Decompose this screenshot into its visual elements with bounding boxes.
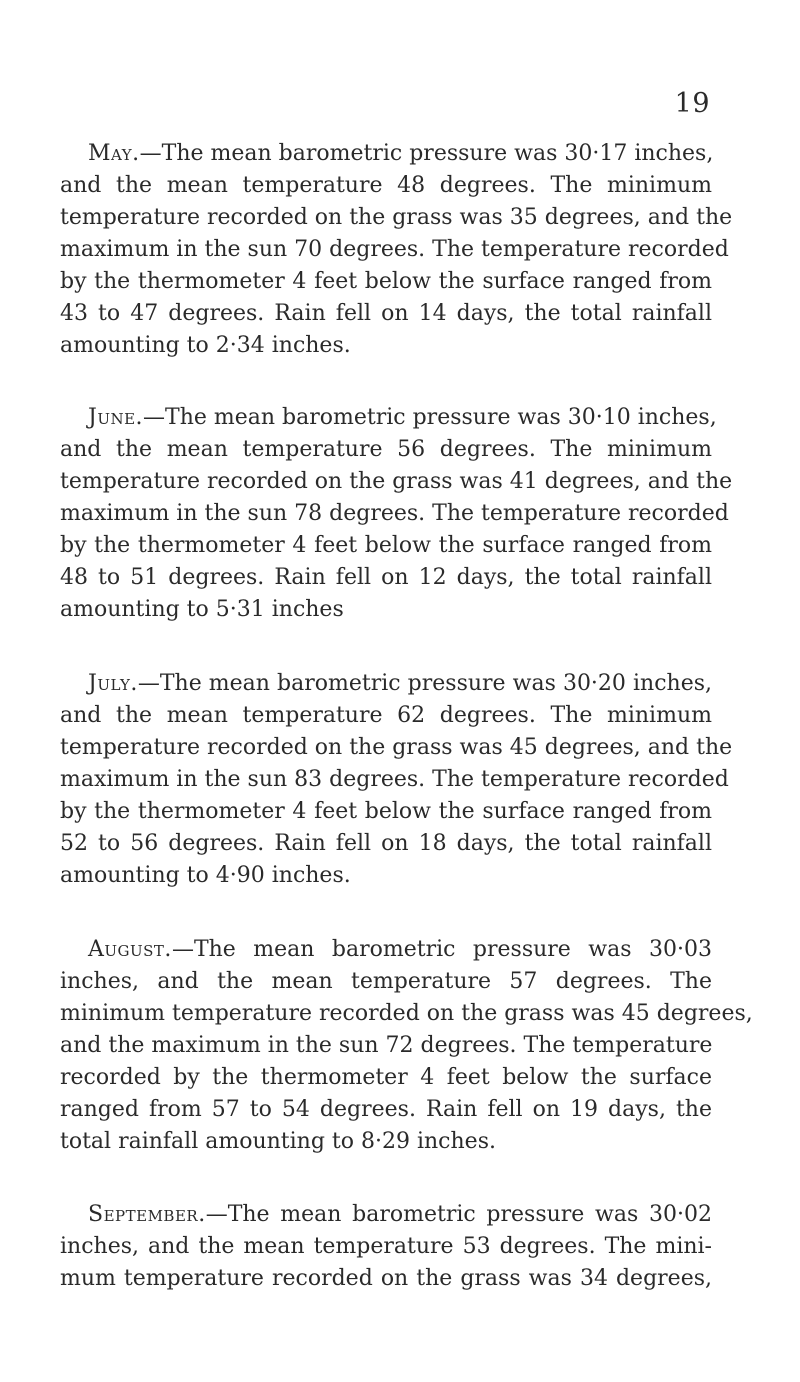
entry-text: —The mean barometric pressure was 30·17 inches, xyxy=(139,141,714,166)
entry-line: total rainfall amounting to 8·29 inches. xyxy=(60,1129,496,1154)
entry-text: —The mean barometric pressure was 30·10 inches, xyxy=(143,405,717,430)
entry-line xyxy=(60,1199,712,1231)
entry-line: temperature recorded on the grass was 35 degrees, and the xyxy=(60,205,733,230)
entry-line: amounting to 2·34 inches. xyxy=(60,333,351,358)
entry-line: maximum in the sun 78 degrees. The temperature recorded xyxy=(60,501,729,526)
entry-text: —The mean barometric pressure was 30·03 xyxy=(171,937,712,962)
month-heading: May. xyxy=(88,141,140,166)
entry-line: maximum in the sun 70 degrees. The temperature recorded xyxy=(60,237,729,262)
entry-line: minimum temperature recorded on the grass was 45 degrees, xyxy=(60,1001,753,1026)
entry-line: inches, and the mean temperature 57 degrees. The xyxy=(60,969,712,994)
entry-september xyxy=(60,1199,712,1295)
entry-line: amounting to 5·31 inches xyxy=(60,597,344,622)
entry-may xyxy=(60,138,733,362)
entry-august xyxy=(60,934,753,1158)
entry-line: recorded by the thermometer 4 feet below the surface xyxy=(60,1065,712,1090)
entry-line: temperature recorded on the grass was 45 degrees, and the xyxy=(60,735,733,760)
entry-line: maximum in the sun 83 degrees. The temperature recorded xyxy=(60,767,729,792)
entry-line: 52 to 56 degrees. Rain fell on 18 days, the total rainfall xyxy=(60,831,712,856)
entry-line: amounting to 4·90 inches. xyxy=(60,863,351,888)
entry-line: and the mean temperature 48 degrees. The minimum xyxy=(60,173,712,198)
entry-text: —The mean barometric pressure was 30·20 inches, xyxy=(137,671,712,696)
entry-line xyxy=(60,402,717,434)
month-heading: August. xyxy=(88,937,172,962)
entry-line: 43 to 47 degrees. Rain fell on 14 days, the total rainfall xyxy=(60,301,712,326)
entry-july xyxy=(60,668,733,892)
entry-line: inches, and the mean temperature 53 degrees. The mini- xyxy=(60,1234,712,1259)
entry-line: by the thermometer 4 feet below the surface ranged from xyxy=(60,269,712,294)
month-heading: September. xyxy=(88,1202,206,1227)
entry-line: and the mean temperature 56 degrees. The minimum xyxy=(60,437,712,462)
entry-line: ranged from 57 to 54 degrees. Rain fell on 19 days, the xyxy=(60,1097,712,1122)
entry-line xyxy=(60,138,712,170)
entry-line: by the thermometer 4 feet below the surface ranged from xyxy=(60,533,712,558)
entry-line xyxy=(60,934,712,966)
entry-june xyxy=(60,402,733,626)
entry-line xyxy=(60,668,712,700)
month-heading: July. xyxy=(88,671,138,696)
entry-line: and the mean temperature 62 degrees. The minimum xyxy=(60,703,712,728)
month-heading: June. xyxy=(88,405,144,430)
entry-line: 48 to 51 degrees. Rain fell on 12 days, the total rainfall xyxy=(60,565,712,590)
entry-line: by the thermometer 4 feet below the surface ranged from xyxy=(60,799,712,824)
entry-line: temperature recorded on the grass was 41 degrees, and the xyxy=(60,469,733,494)
entry-line: and the maximum in the sun 72 degrees. The temperature xyxy=(60,1033,713,1058)
page-number: 19 xyxy=(674,88,710,119)
entry-line: mum temperature recorded on the grass was 34 degrees, xyxy=(60,1266,712,1291)
entry-text: —The mean barometric pressure was 30·02 xyxy=(205,1202,712,1227)
